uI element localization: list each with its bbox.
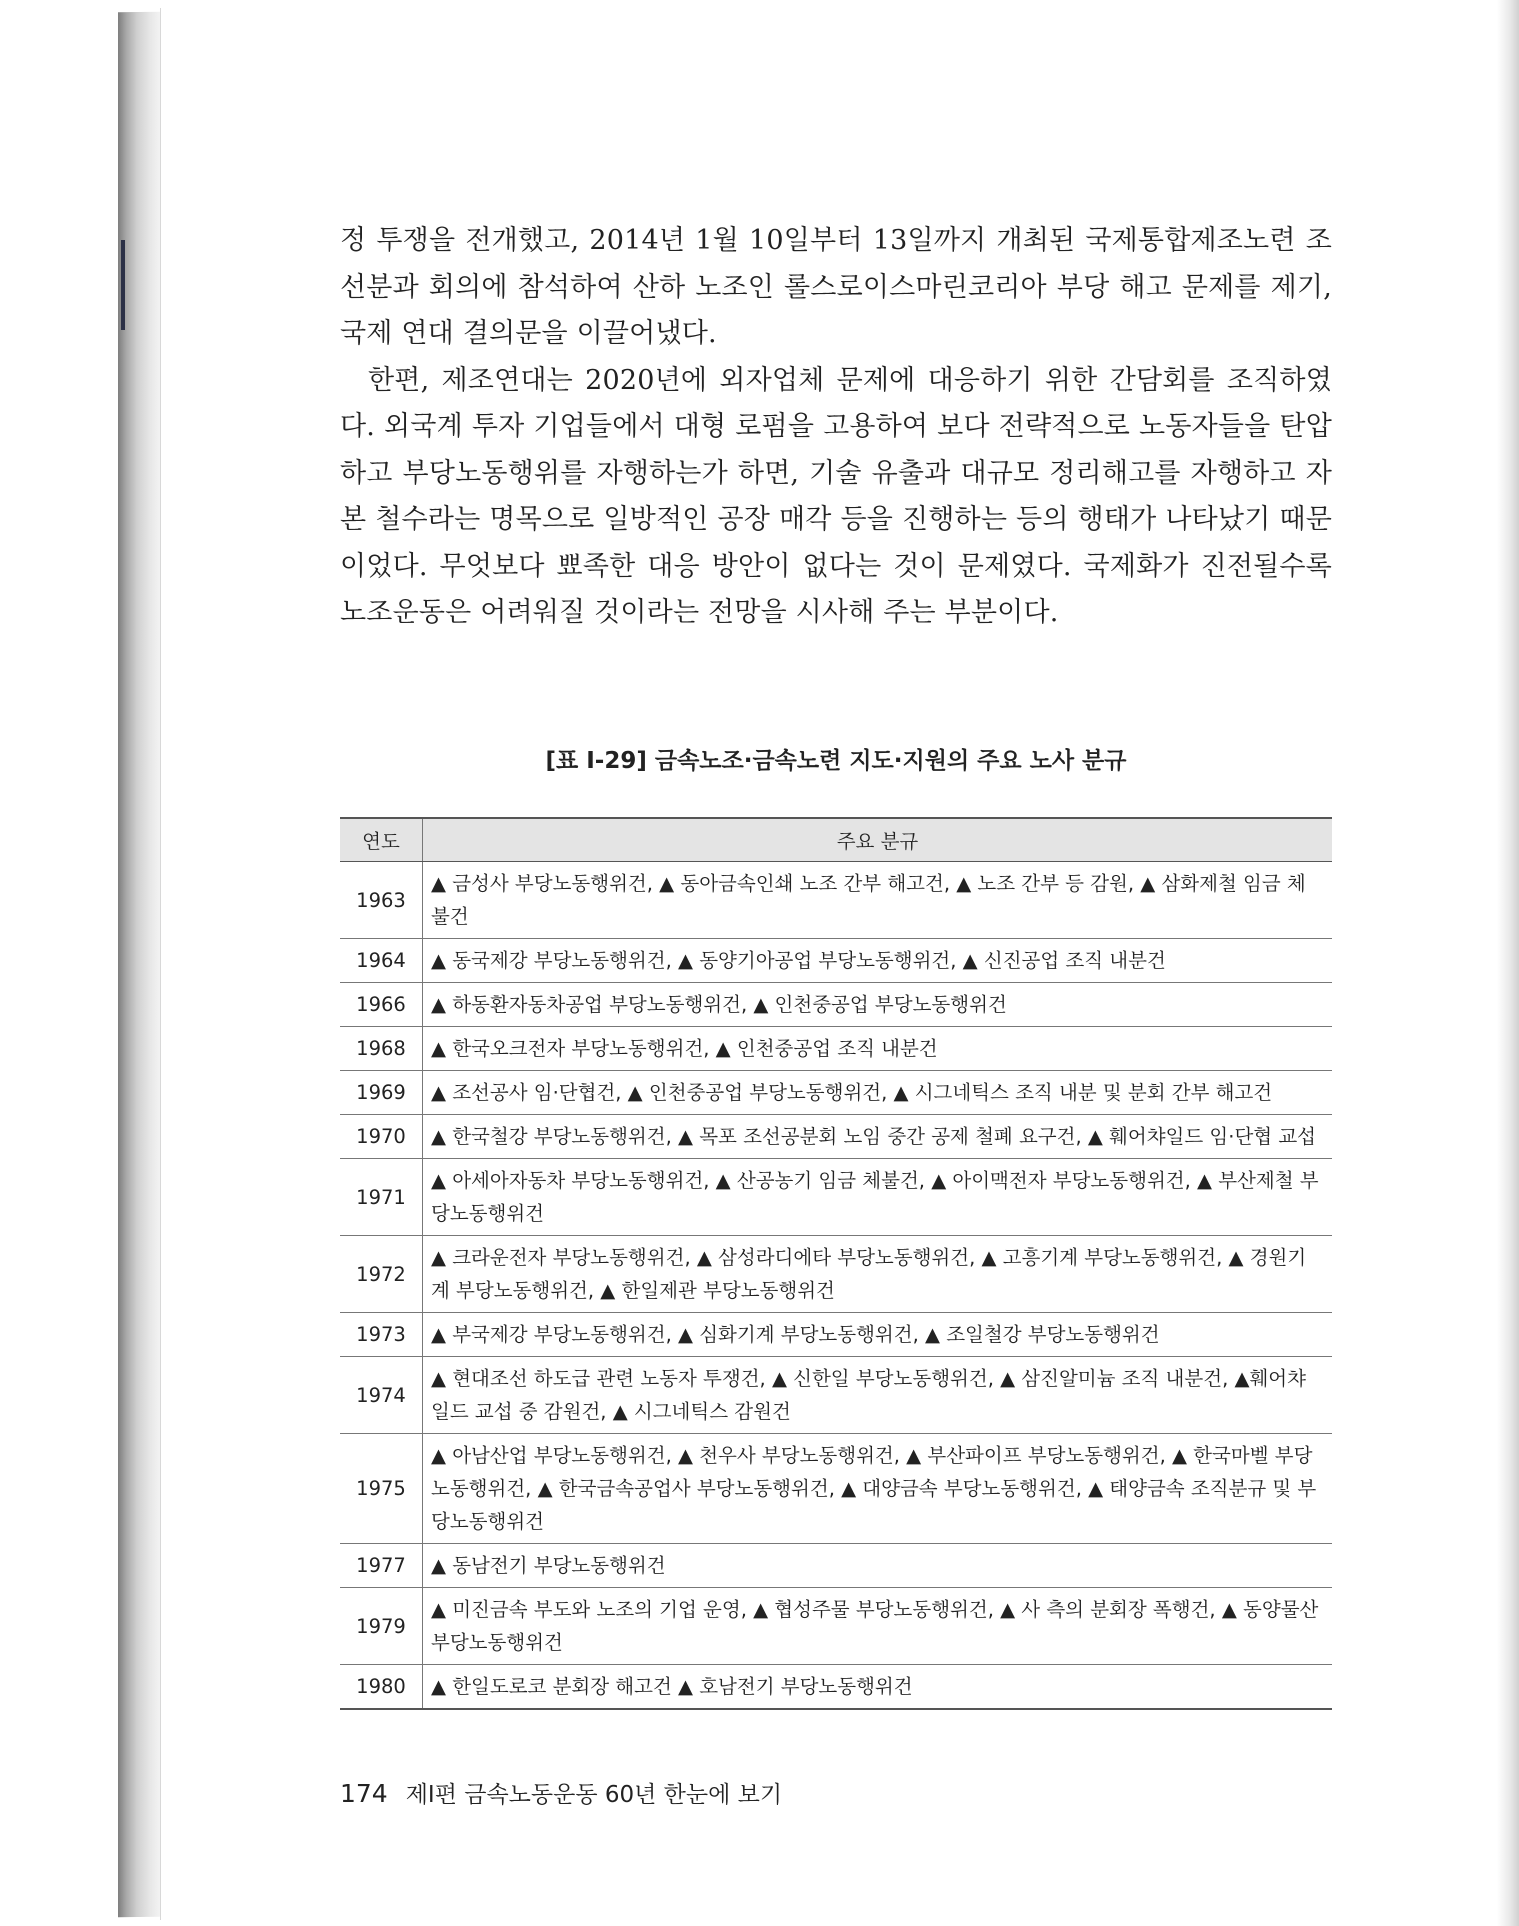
row-year: 1975	[340, 1434, 423, 1544]
table-row	[340, 1588, 1332, 1665]
row-disputes: ▲ 한국철강 부당노동행위건, ▲ 목포 조선공분회 노임 중간 공제 철폐 요구건, ▲ 훼어챠일드 임·단협 교섭	[423, 1115, 1333, 1159]
row-year: 1968	[340, 1027, 423, 1071]
table-row	[340, 1665, 1332, 1710]
table-row	[340, 983, 1332, 1027]
table-row	[340, 1313, 1332, 1357]
row-year: 1969	[340, 1071, 423, 1115]
table-row	[340, 1434, 1332, 1544]
table-title: [표 Ⅰ-29] 금속노조·금속노련 지도·지원의 주요 노사 분규	[545, 748, 1127, 774]
table-row	[340, 862, 1332, 939]
page-curl-shadow	[1497, 0, 1519, 1926]
header-disputes: 주요 분규	[423, 818, 1333, 862]
row-disputes: ▲ 동국제강 부당노동행위건, ▲ 동양기아공업 부당노동행위건, ▲ 신진공업 조직 내분건	[423, 939, 1333, 983]
row-disputes: ▲ 아남산업 부당노동행위건, ▲ 천우사 부당노동행위건, ▲ 부산파이프 부당노동행위건, ▲ 한국마벨 부당노동행위건, ▲ 한국금속공업사 부당노동행위건, ▲ 대양금속 부당노동행위건, ▲ 태양금속 조직분규 및 부당노동행위건	[423, 1434, 1333, 1544]
row-disputes: ▲ 아세아자동차 부당노동행위건, ▲ 산공농기 임금 체불건, ▲ 아이맥전자 부당노동행위건, ▲ 부산제철 부당노동행위건	[423, 1159, 1333, 1236]
row-disputes: ▲ 금성사 부당노동행위건, ▲ 동아금속인쇄 노조 간부 해고건, ▲ 노조 간부 등 감원, ▲ 삼화제철 임금 체불건	[423, 862, 1333, 939]
table-header-row	[340, 818, 1332, 862]
row-year: 1972	[340, 1236, 423, 1313]
row-year: 1970	[340, 1115, 423, 1159]
page-footer	[340, 1776, 782, 1809]
row-year: 1966	[340, 983, 423, 1027]
row-year: 1977	[340, 1544, 423, 1588]
row-disputes: ▲ 한일도로코 분회장 해고건 ▲ 호남전기 부당노동행위건	[423, 1665, 1333, 1710]
row-year: 1964	[340, 939, 423, 983]
header-year: 연도	[340, 818, 423, 862]
row-disputes: ▲ 하동환자동차공업 부당노동행위건, ▲ 인천중공업 부당노동행위건	[423, 983, 1333, 1027]
body-text	[340, 218, 1332, 637]
table-row	[340, 939, 1332, 983]
disputes-table	[340, 817, 1332, 1710]
row-year: 1974	[340, 1357, 423, 1434]
row-disputes: ▲ 현대조선 하도급 관련 노동자 투쟁건, ▲ 신한일 부당노동행위건, ▲ 삼진알미늄 조직 내분건, ▲훼어챠일드 교섭 중 감원건, ▲ 시그네틱스 감원건	[423, 1357, 1333, 1434]
row-disputes: ▲ 동남전기 부당노동행위건	[423, 1544, 1333, 1588]
table-row	[340, 1544, 1332, 1588]
table-row	[340, 1071, 1332, 1115]
row-year: 1980	[340, 1665, 423, 1710]
row-year: 1973	[340, 1313, 423, 1357]
bookmark-ribbon	[121, 240, 125, 330]
row-year: 1963	[340, 862, 423, 939]
row-disputes: ▲ 조선공사 임·단협건, ▲ 인천중공업 부당노동행위건, ▲ 시그네틱스 조직 내분 및 분회 간부 해고건	[423, 1071, 1333, 1115]
paragraph-1: 정 투쟁을 전개했고, 2014년 1월 10일부터 13일까지 개최된 국제통합제조노련 조선분과 회의에 참석하여 산하 노조인 롤스로이스마린코리아 부당 해고 문제를 제기, 국제 연대 결의문을 이끌어냈다.	[340, 225, 1332, 349]
row-year: 1979	[340, 1588, 423, 1665]
table-row	[340, 1236, 1332, 1313]
paragraph-2: 한편, 제조연대는 2020년에 외자업체 문제에 대응하기 위한 간담회를 조직하였다. 외국계 투자 기업들에서 대형 로펌을 고용하여 보다 전략적으로 노동자들을 탄압하고 부당노동행위를 자행하는가 하면, 기술 유출과 대규모 정리해고를 자행하고 자본 철수라는 명목으로 일방적인 공장 매각 등을 진행하는 등의 행태가 나타났기 때문이었다. 무엇보다 뾰족한 대응 방안이 없다는 것이 문제였다. 국제화가 진전될수록 노조운동은 어려워질 것이라는 전망을 시사해 주는 부분이다.	[340, 364, 1332, 628]
footer-section-title: 제Ⅰ편 금속노동운동 60년 한눈에 보기	[405, 1782, 783, 1808]
table-row	[340, 1159, 1332, 1236]
table-row	[340, 1027, 1332, 1071]
page-number: 174	[340, 1779, 388, 1808]
row-year: 1971	[340, 1159, 423, 1236]
book-edge	[0, 0, 160, 1926]
row-disputes: ▲ 미진금속 부도와 노조의 기업 운영, ▲ 협성주물 부당노동행위건, ▲ 사 측의 분회장 폭행건, ▲ 동양물산 부당노동행위건	[423, 1588, 1333, 1665]
table-row	[340, 1115, 1332, 1159]
table-row	[340, 1357, 1332, 1434]
row-disputes: ▲ 크라운전자 부당노동행위건, ▲ 삼성라디에타 부당노동행위건, ▲ 고흥기계 부당노동행위건, ▲ 경원기계 부당노동행위건, ▲ 한일제관 부당노동행위건	[423, 1236, 1333, 1313]
row-disputes: ▲ 부국제강 부당노동행위건, ▲ 심화기계 부당노동행위건, ▲ 조일철강 부당노동행위건	[423, 1313, 1333, 1357]
row-disputes: ▲ 한국오크전자 부당노동행위건, ▲ 인천중공업 조직 내분건	[423, 1027, 1333, 1071]
